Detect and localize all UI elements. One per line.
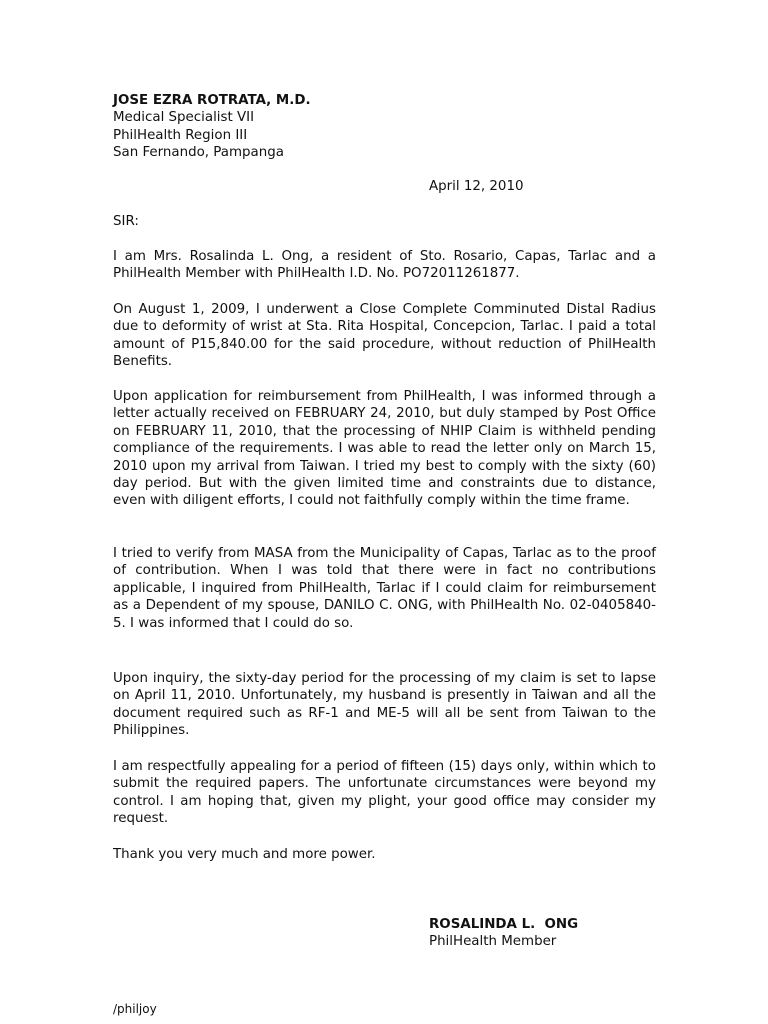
addressee-office: PhilHealth Region III [113, 127, 248, 143]
body-paragraph-3: Upon application for reimbursement from PhilHealth, I was informed through a letter actually received on FEBRUARY 24, 2010, but duly stamped by Post Office on FEBRUARY 11, 2010, that the processing of NHIP Claim is withheld pending compliance of the requirements. I was able to read the letter only on March 15, 2010 upon my arrival from Taiwan. I tried my best to comply with the sixty (60) day period. But with the given limited time and constraints due to distance, even with diligent efforts, I could not faithfully comply within the time frame. [113, 389, 656, 509]
body-paragraph-6: I am respectfully appealing for a period of fifteen (15) days only, within which to submit the required papers. The unfortunate circumstances were beyond my control. I am hoping that, given my plight, your good office may consider my request. [113, 759, 656, 827]
body-paragraph-5: Upon inquiry, the sixty-day period for the processing of my claim is set to lapse on April 11, 2010. Unfortunately, my husband is presently in Taiwan and all the document required such as RF-1 and ME-5 will all be sent from Taiwan to the Philippines. [113, 671, 656, 739]
body-paragraph-1: I am Mrs. Rosalinda L. Ong, a resident of Sto. Rosario, Capas, Tarlac and a PhilHealth Member with PhilHealth I.D. No. PO72011261877. [113, 249, 656, 282]
body-paragraph-2: On August 1, 2009, I underwent a Close Complete Comminuted Distal Radius due to deformity of wrist at Sta. Rita Hospital, Concepcion, Tarlac. I paid a total amount of P15,840.00 for the said procedure, without reduction of PhilHealth Benefits. [113, 302, 656, 370]
typist-initials: /philjoy [113, 1002, 157, 1016]
addressee-location: San Fernando, Pampanga [113, 145, 284, 161]
addressee-title: Medical Specialist VII [113, 110, 255, 126]
letter-date: April 12, 2010 [429, 179, 524, 194]
salutation: SIR: [113, 214, 139, 229]
closing-line: Thank you very much and more power. [113, 847, 376, 862]
signature-block [429, 916, 578, 951]
signatory-name: ROSALINDA L. ONG [429, 917, 579, 932]
addressee-name: JOSE EZRA ROTRATA, M.D. [113, 93, 311, 108]
signatory-role: PhilHealth Member [429, 934, 557, 950]
body-paragraph-4: I tried to verify from MASA from the Municipality of Capas, Tarlac as to the proof of contribution. When I was told that there were in fact no contributions applicable, I inquired from PhilHealth, Tarlac if I could claim for reimbursement as a Dependent of my spouse, DANILO C. ONG, with PhilHealth No. 02-0405840-5. I was informed that I could do so. [113, 546, 656, 631]
addressee-block [113, 92, 656, 162]
